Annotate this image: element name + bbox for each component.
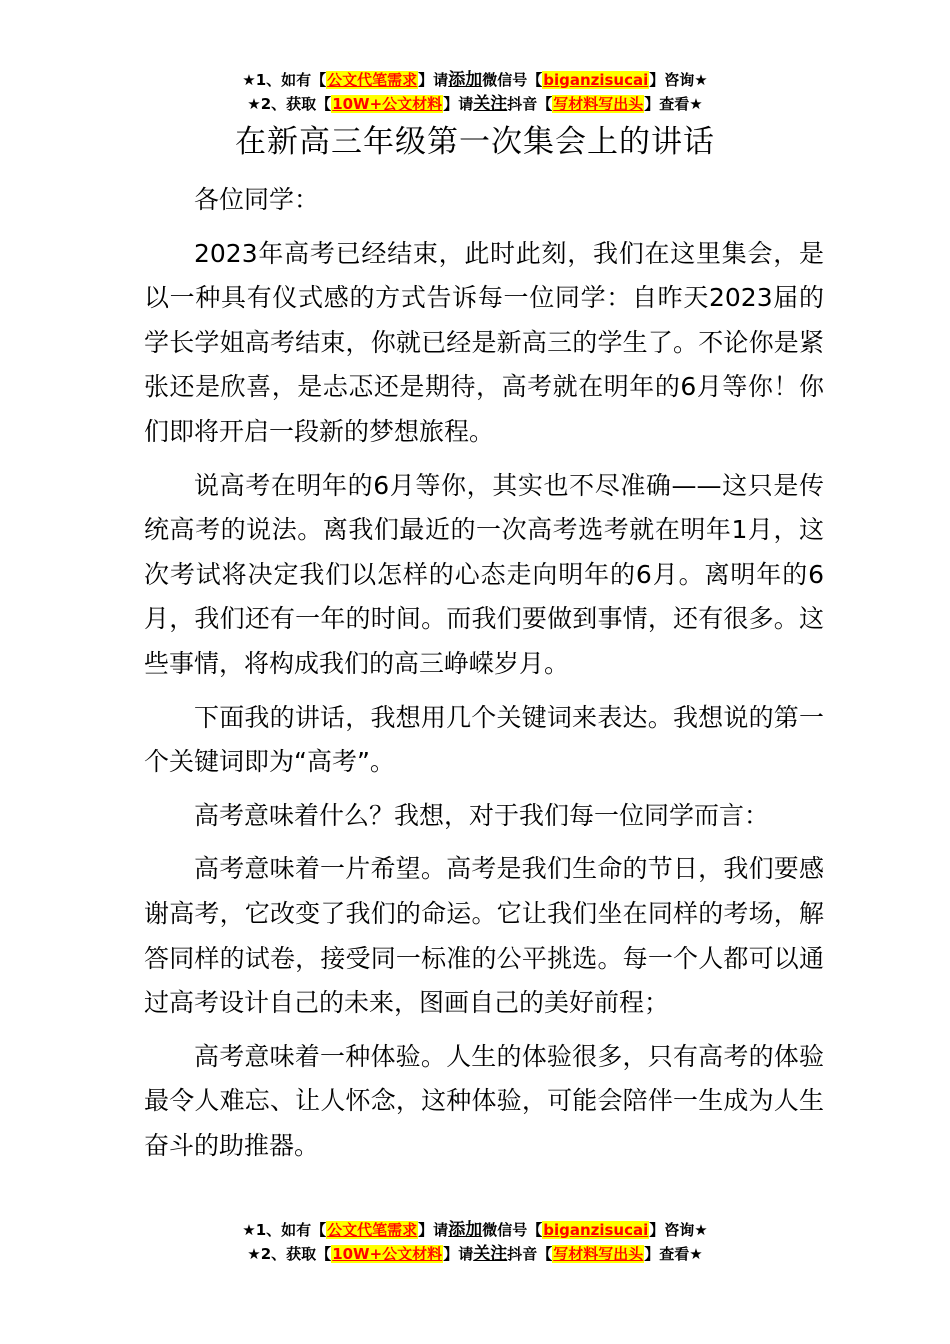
- promo-text: 】请: [418, 1221, 449, 1239]
- promo-text: 微信号【: [482, 71, 543, 89]
- promo-text: 】查看★: [644, 1245, 703, 1263]
- document-title: 在新高三年级第一次集会上的讲话: [235, 124, 715, 160]
- promo-text: 抖音【: [507, 1245, 553, 1263]
- paragraph: 高考意味着一片希望。高考是我们生命的节日，我们要感谢高考，它改变了我们的命运。它让我们坐在同样的考场，解答同样的试卷，接受同一标准的公平挑选。每一个人都可以通过高考设计自己的未来，图画自己的美好前程；: [144, 854, 824, 1018]
- promo-underlined-word: 关注: [473, 1244, 508, 1264]
- promo-underlined-word: 添加: [448, 1220, 483, 1240]
- promo-underlined-word: 添加: [448, 70, 483, 90]
- document-body: [144, 178, 824, 1177]
- promo-highlight-wechat-id: biganzisucai: [543, 71, 649, 89]
- promo-text: 】请: [443, 1245, 474, 1263]
- promo-text: 】咨询★: [649, 1221, 708, 1239]
- promo-line-1: [0, 1218, 950, 1242]
- promo-text: ★2、获取【: [247, 95, 332, 113]
- promo-highlight-wechat-id: biganzisucai: [543, 1221, 649, 1239]
- promo-text: ★1、如有【: [242, 1221, 327, 1239]
- promo-text: 】请: [418, 71, 449, 89]
- promo-highlight-materials: 10W+公文材料: [332, 95, 443, 113]
- bottom-promo-banner: [0, 1218, 950, 1266]
- promo-text: ★1、如有【: [242, 71, 327, 89]
- promo-text: 】请: [443, 95, 474, 113]
- paragraph: 高考意味着什么？我想，对于我们每一位同学而言：: [194, 800, 770, 830]
- promo-highlight-service: 公文代笔需求: [327, 1221, 418, 1239]
- paragraph: 高考意味着一种体验。人生的体验很多，只有高考的体验最令人难忘、让人怀念，这种体验，可能会陪伴一生成为人生奋斗的助推器。: [144, 1041, 824, 1160]
- promo-text: 】查看★: [644, 95, 703, 113]
- paragraph-salutation: 各位同学：: [194, 185, 320, 214]
- paragraph: 说高考在明年的6月等你，其实也不尽准确——这只是传统高考的说法。离我们最近的一次高考选考就在明年1月，这次考试将决定我们以怎样的心态走向明年的6月。离明年的6月，我们还有一年的时间。而我们要做到事情，还有很多。这些事情，将构成我们的高三峥嵘岁月。: [144, 470, 824, 678]
- promo-line-2: [0, 92, 950, 116]
- promo-highlight-douyin-id: 写材料写出头: [553, 1245, 644, 1263]
- promo-line-1: [0, 68, 950, 92]
- top-promo-banner: [0, 68, 950, 116]
- promo-text: ★2、获取【: [247, 1245, 332, 1263]
- promo-line-2: [0, 1242, 950, 1266]
- promo-highlight-service: 公文代笔需求: [327, 71, 418, 89]
- promo-text: 微信号【: [482, 1221, 543, 1239]
- promo-highlight-materials: 10W+公文材料: [332, 1245, 443, 1263]
- paragraph: 下面我的讲话，我想用几个关键词来表达。我想说的第一个关键词即为“高考”。: [144, 702, 824, 777]
- promo-text: 抖音【: [507, 95, 553, 113]
- promo-highlight-douyin-id: 写材料写出头: [553, 95, 644, 113]
- promo-underlined-word: 关注: [473, 94, 508, 114]
- paragraph: 2023年高考已经结束，此时此刻，我们在这里集会，是以一种具有仪式感的方式告诉每一位同学：自昨天2023届的学长学姐高考结束，你就已经是新高三的学生了。不论你是紧张还是欣喜，是忐忑还是期待，高考就在明年的6月等你！你们即将开启一段新的梦想旅程。: [144, 238, 824, 446]
- promo-text: 】咨询★: [649, 71, 708, 89]
